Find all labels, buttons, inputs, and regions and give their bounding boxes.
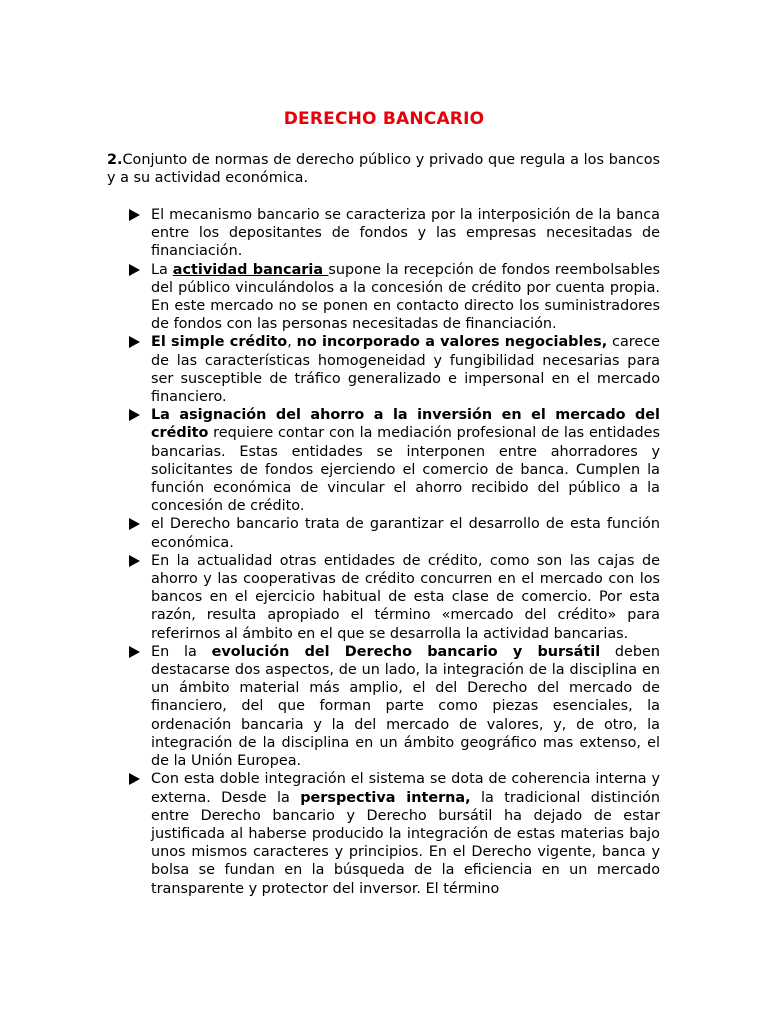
triangle-bullet-icon: [129, 409, 140, 421]
bullet-text: Con esta doble integración el sistema se dota de coherencia interna y externa. Desde la: [151, 771, 660, 806]
bullet-emphasis: no incorporado a valores negociables,: [296, 334, 608, 351]
bullet-text: deben destacarse dos aspectos, de un lado, la integración de la disciplina en un ámbito material más amplio, el del Derecho del mercado de financiero, del que forman parte como piezas esenciales, la ordenación bancaria y la del mercado de valores, y, de otro, la integración de la disciplina en un ámbito geográfico mas extenso, el de la Unión Europea.: [151, 643, 661, 770]
bullet-emphasis: El simple crédito: [151, 334, 288, 351]
triangle-bullet-icon: [129, 336, 140, 348]
list-item: [107, 770, 660, 897]
document-title: DERECHO BANCARIO: [283, 109, 485, 129]
bullet-emphasis: La asignación del ahorro a la inversión en el mercado del crédito: [151, 407, 660, 442]
bullet-text: El mecanismo bancario se caracteriza por la interposición de la banca entre los depositantes de fondos y las empresas necesitadas de financiación.: [151, 207, 660, 260]
list-item: [107, 261, 660, 334]
triangle-bullet-icon: [129, 646, 140, 658]
bullet-text: supone la recepción de fondos reembolsables del público vinculándolos a la concesión de crédito por cuenta propia. En este mercado no se ponen en contacto directo los suministradores de fondos con las personas necesitadas de financiación.: [151, 261, 660, 333]
list-item: [107, 206, 660, 261]
bullet-text: el Derecho bancario trata de garantizar el desarrollo de esta función económica.: [151, 516, 660, 551]
bullet-list: [107, 206, 660, 898]
bullet-emphasis: perspectiva interna,: [300, 789, 471, 806]
list-item: [107, 406, 660, 515]
bullet-emphasis: evolución del Derecho bancario y bursátil: [211, 643, 601, 660]
intro-paragraph: [107, 151, 660, 187]
list-item: [107, 552, 660, 643]
bullet-text: ,: [287, 334, 297, 351]
list-item: [107, 515, 660, 551]
bullet-text: En la actualidad otras entidades de crédito, como son las cajas de ahorro y las cooperativas de crédito concurren en el mercado con los bancos en el ejercicio habitual de esta clase de comercio. Por esta razón, resulta apropiado el término «mercado del crédito» para referirnos al ámbito en el que se desarrolla la actividad bancarias.: [151, 552, 660, 642]
triangle-bullet-icon: [129, 264, 140, 276]
bullet-text: carece de las características homogeneidad y fungibilidad necesarias para ser susceptible de tráfico generalizado e impersonal en el mercado financiero.: [151, 334, 660, 406]
triangle-bullet-icon: [129, 773, 140, 785]
bullet-text: la tradicional distinción entre Derecho bancario y Derecho bursátil ha dejado de estar justificada al haberse producido la integración de estas materias bajo unos mismos caracteres y principios. En el Derecho vigente, banca y bolsa se fundan en la búsqueda de la eficiencia en un mercado transparente y protector del inversor. El término: [151, 789, 660, 897]
bullet-text: En la: [151, 643, 212, 660]
bullet-emphasis: actividad bancaria: [172, 261, 329, 278]
triangle-bullet-icon: [129, 555, 140, 567]
triangle-bullet-icon: [129, 518, 140, 530]
triangle-bullet-icon: [129, 209, 140, 221]
bullet-text: La: [151, 261, 173, 278]
bullet-text: requiere contar con la mediación profesional de las entidades bancarias. Estas entidades se interponen entre ahorradores y solicitantes de fondos ejerciendo el comercio de banca. Cumplen la función económica de vincular el ahorro recibido del público a la concesión de crédito.: [151, 425, 660, 515]
intro-text: Conjunto de normas de derecho público y privado que regula a los bancos y a su actividad económica.: [107, 152, 660, 187]
list-item: [107, 643, 660, 770]
list-item: [107, 333, 660, 406]
intro-number: 2.: [107, 152, 123, 168]
